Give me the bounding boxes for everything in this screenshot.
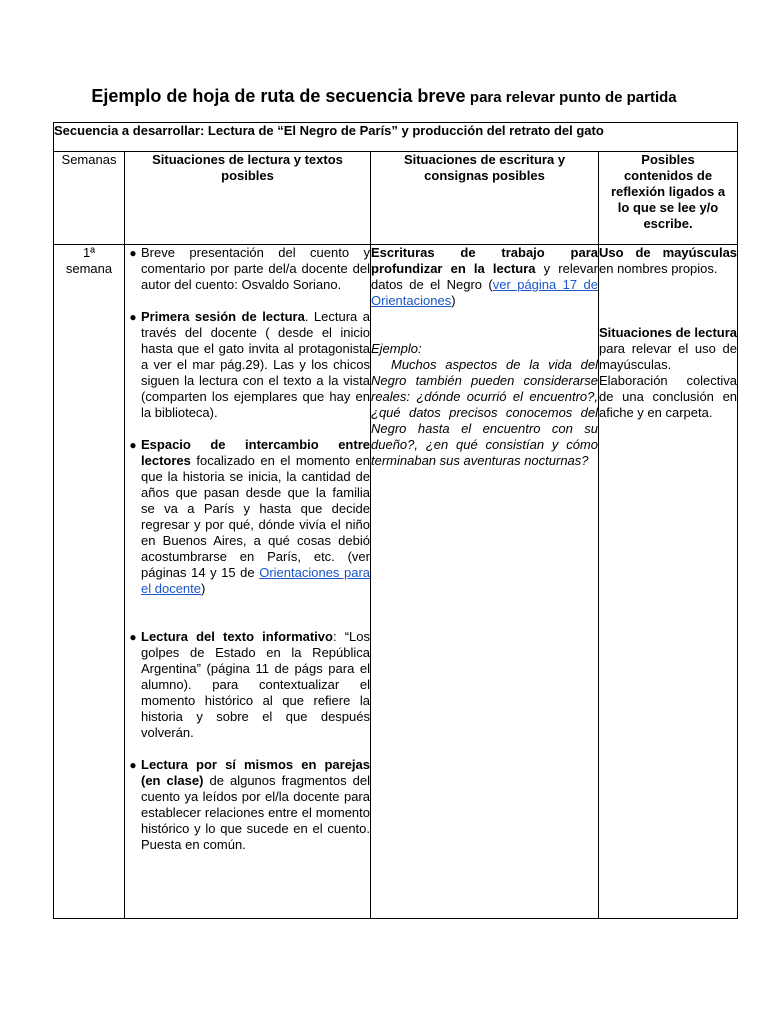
contents-text-2: para relevar el uso de mayúsculas. Elaboración colectiva de una conclusión en afiche y en carpeta. bbox=[599, 341, 738, 420]
header-weeks: Semanas bbox=[54, 152, 125, 245]
orientaciones-docente-link[interactable]: Orientaciones para el docente bbox=[141, 565, 371, 596]
reading-item-4 bbox=[125, 629, 370, 741]
reading-item-text: Breve presentación del cuento y comentario por parte del/a docente del autor del cuento: Osvaldo Soriano. bbox=[141, 245, 370, 292]
example-text: Muchos aspectos de la vida del Negro también pueden considerarse reales: ¿dónde ocurrió el encuentro?, ¿qué datos precisos conocemos del Negro hasta el encuentro con su dueño?, ¿en qué consistían y cómo terminaban sus aventuras nocturnas? bbox=[371, 357, 598, 468]
header-row bbox=[54, 152, 738, 245]
header-reading: Situaciones de lectura y textos posibles bbox=[125, 152, 371, 245]
contents-paragraph-1 bbox=[599, 245, 737, 277]
week-row bbox=[54, 245, 738, 919]
bullet-icon: ● bbox=[129, 438, 137, 452]
writing-after: ) bbox=[451, 293, 456, 308]
reading-cell bbox=[125, 245, 371, 919]
writing-text: y relevar datos de el Negro ( bbox=[371, 261, 598, 292]
reading-item-after: ) bbox=[201, 581, 206, 596]
route-table bbox=[53, 122, 738, 919]
week-cell bbox=[54, 245, 125, 919]
reading-item-2 bbox=[125, 309, 370, 421]
reading-item-1 bbox=[125, 245, 370, 293]
contents-cell bbox=[599, 245, 738, 919]
header-contents: Posibles contenidos de reflexión ligados a lo que se lee y/o escribe. bbox=[599, 152, 738, 245]
reading-item-text: de algunos fragmentos del cuento ya leídos por el/la docente para establecer relaciones entre el momento histórico y lo que sucede en el cuento. Puesta en común. bbox=[141, 773, 370, 852]
title-main: Ejemplo de hoja de ruta de secuencia breve bbox=[91, 86, 466, 106]
reading-item-5 bbox=[125, 757, 370, 853]
reading-item-text: : “Los golpes de Estado en la República Argentina” (página 11 de págs para el alumno). para contextualizar el momento histórico al que refiere la historia y sobre el que después volverán. bbox=[141, 629, 370, 740]
example-label: Ejemplo: bbox=[371, 341, 422, 356]
week-word: semana bbox=[65, 261, 113, 276]
orientaciones-link[interactable]: ver página 17 de Orientaciones bbox=[371, 277, 598, 308]
bullet-icon: ● bbox=[129, 246, 137, 260]
week-number: 1ª bbox=[82, 245, 96, 260]
bullet-icon: ● bbox=[129, 630, 137, 644]
reading-item-bold: Lectura por sí mismos en parejas (en clase) bbox=[141, 757, 370, 788]
sequence-label: Secuencia a desarrollar: Lectura de “El Negro de París” y producción del retrato del gato bbox=[54, 123, 738, 152]
writing-paragraph bbox=[371, 245, 598, 309]
contents-bold-2: Situaciones de lectura bbox=[599, 325, 738, 340]
writing-bold: Escrituras de trabajo para profundizar en la lectura bbox=[371, 245, 598, 276]
sequence-row bbox=[54, 123, 738, 152]
bullet-icon: ● bbox=[129, 758, 137, 772]
contents-paragraph-2 bbox=[599, 325, 737, 421]
header-writing: Situaciones de escritura y consignas posibles bbox=[371, 152, 599, 245]
reading-item-bold: Espacio de intercambio entre lectores bbox=[141, 437, 370, 468]
reading-item-text: . Lectura a través del docente ( desde el inicio hasta que el gato invita al protagonista a ver el mar pág.29). Las y los chicos siguen la lectura con el texto a la vista (comparten los ejemplares que hay en la biblioteca). bbox=[141, 309, 370, 420]
contents-text-1: en nombres propios. bbox=[599, 261, 718, 276]
reading-item-bold: Lectura del texto informativo bbox=[141, 629, 333, 644]
document-title bbox=[0, 86, 768, 107]
reading-item-bold: Primera sesión de lectura bbox=[141, 309, 305, 324]
reading-item-3 bbox=[125, 437, 370, 597]
title-sub: para relevar punto de partida bbox=[469, 89, 677, 106]
reading-item-text: focalizado en el momento en que la historia se inicia, la cantidad de años que pasan desde que la familia se va a París y hasta que decide regresar y por qué, dónde vivía el niño en Buenos Aires, a qué cosas debió acostumbrarse en París, etc. (ver páginas 14 y 15 de bbox=[141, 453, 370, 580]
writing-cell bbox=[371, 245, 599, 919]
bullet-icon: ● bbox=[129, 310, 137, 324]
contents-bold-1: Uso de mayúsculas bbox=[599, 245, 738, 260]
